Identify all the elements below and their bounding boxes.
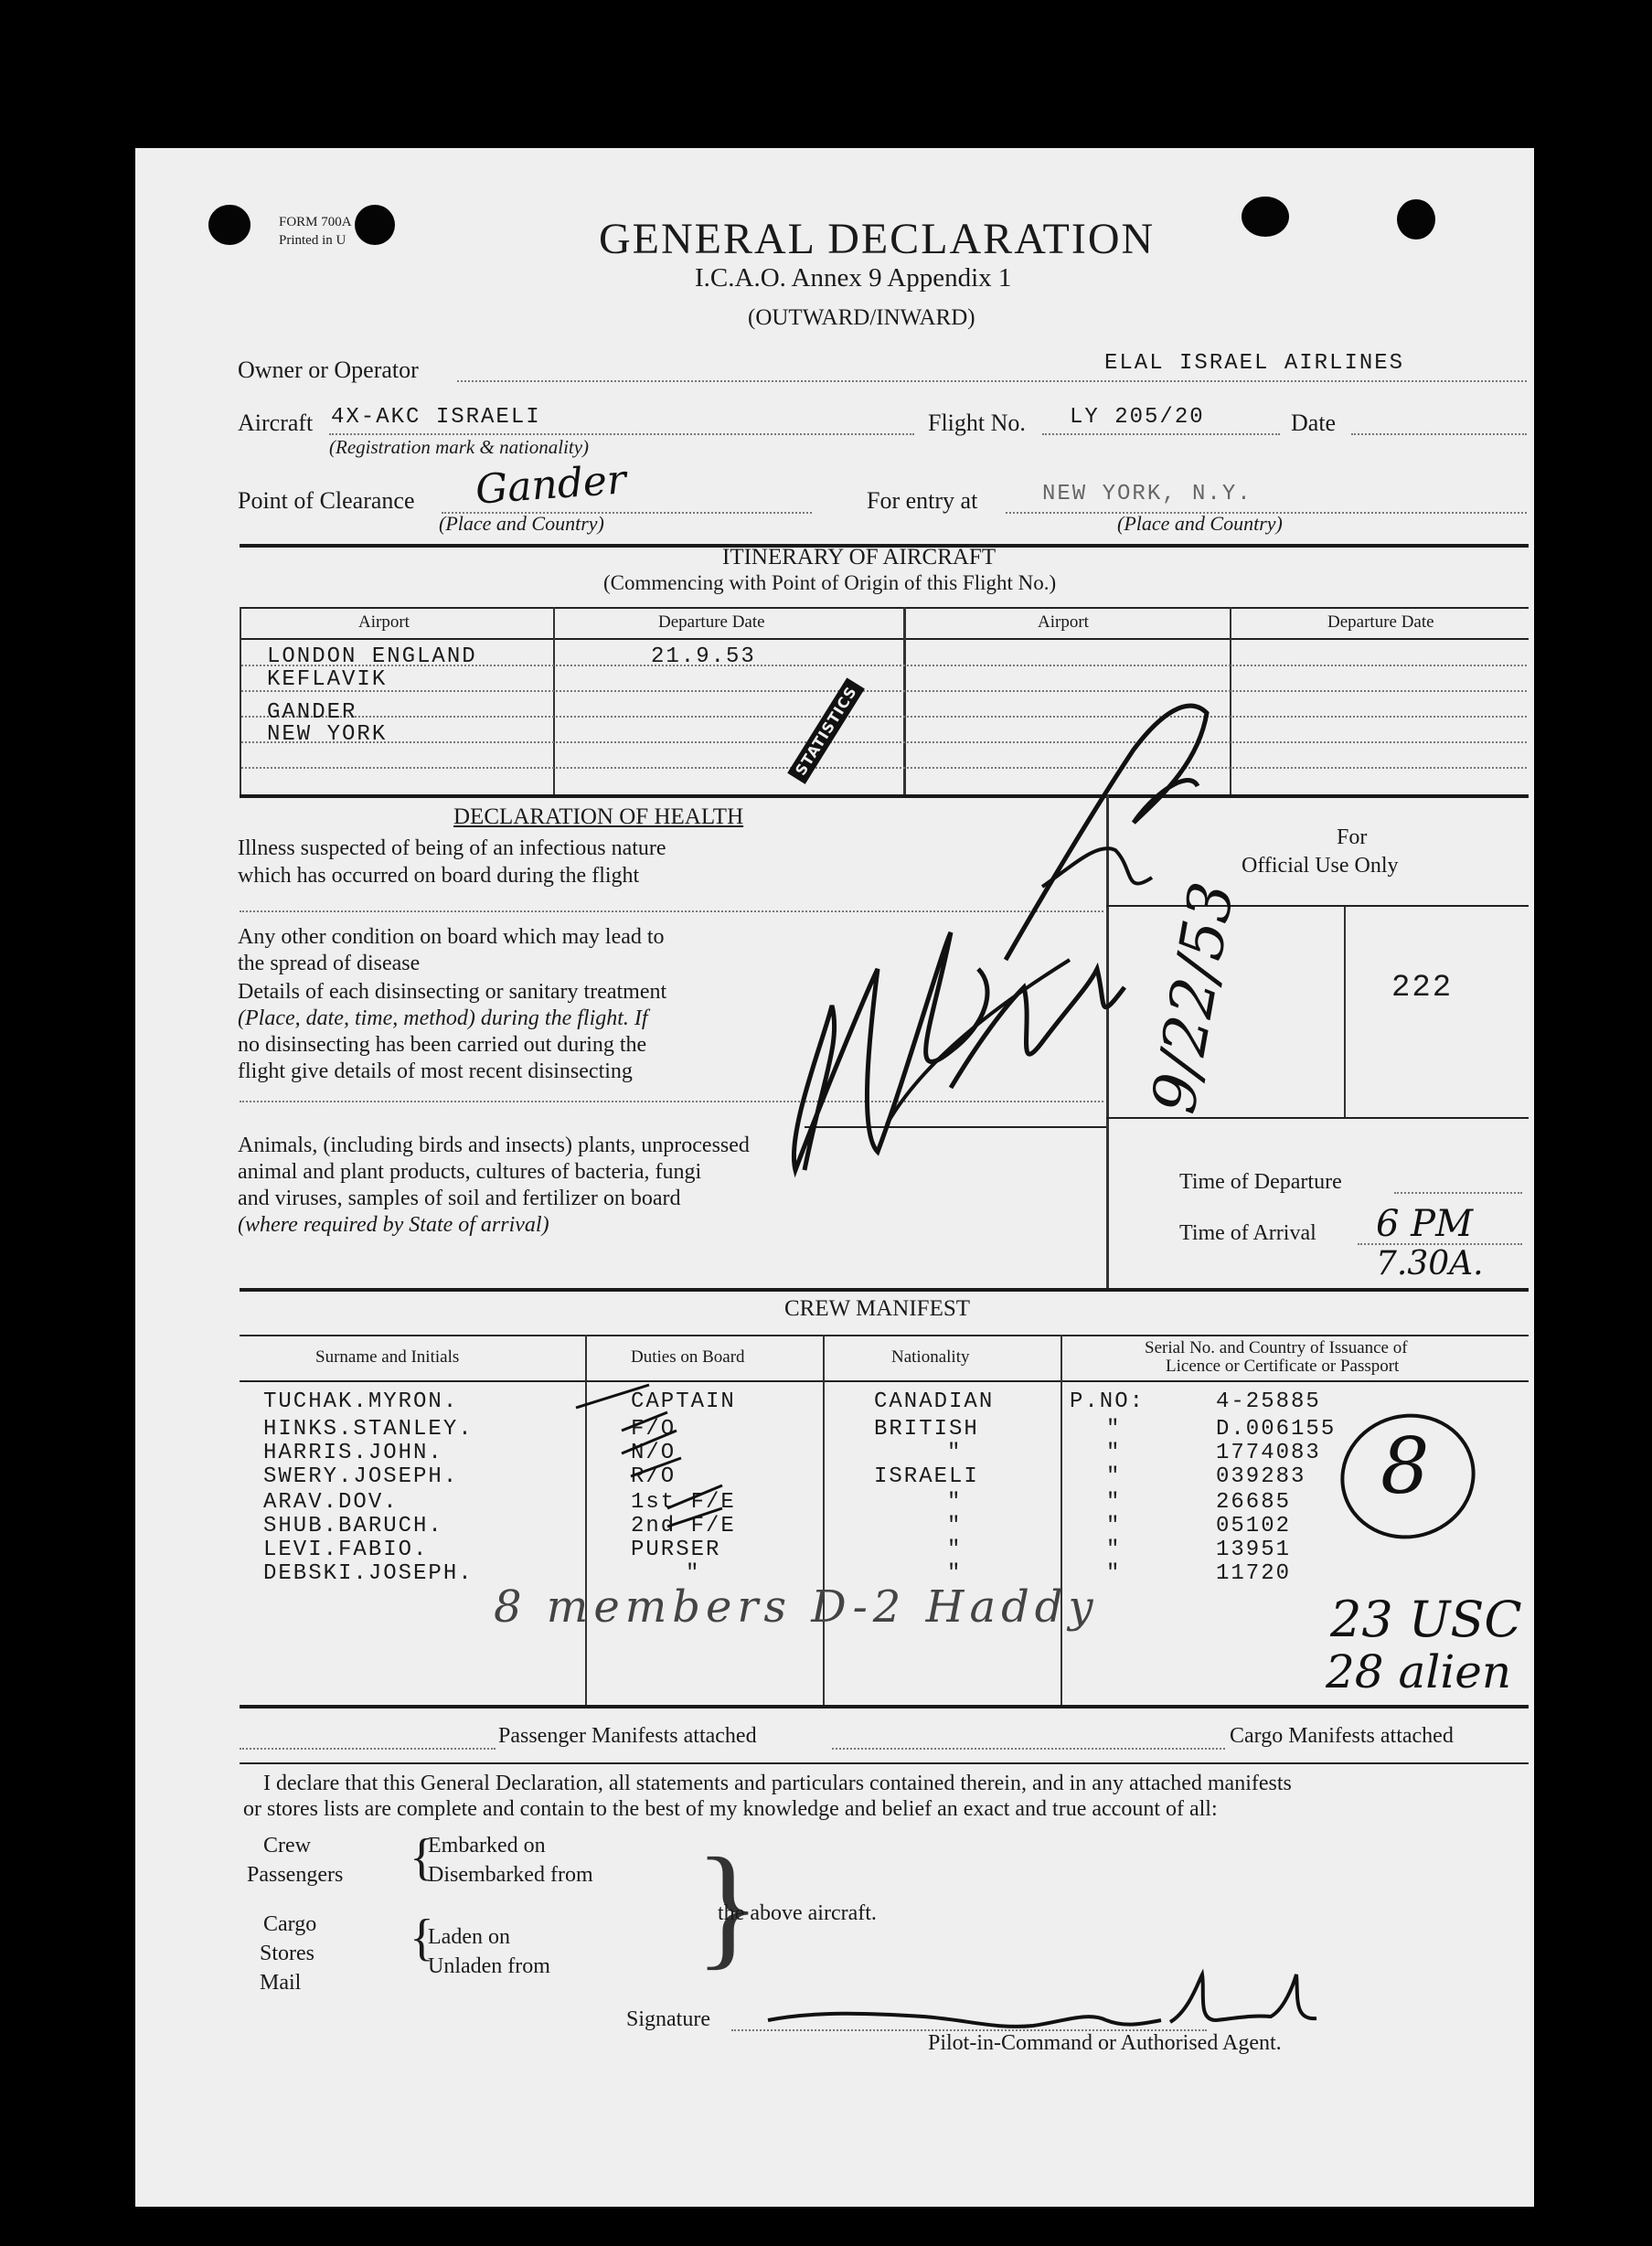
crew-serial-prefix: " [1106, 1417, 1122, 1442]
crew-nationality: " [947, 1441, 963, 1465]
itinerary-airport-1: LONDON ENGLAND [267, 644, 477, 669]
registration-note: (Registration mark & nationality) [329, 436, 590, 458]
crew-col-serial-1: Serial No. and Country of Issuance of [1145, 1338, 1408, 1357]
crew-serial-prefix: " [1106, 1538, 1122, 1562]
itinerary-subtitle: (Commencing with Point of Origin of this Flight No.) [603, 571, 1057, 594]
declaration-embarked: Embarked on [428, 1834, 546, 1857]
itinerary-col-departure-2: Departure Date [1327, 612, 1434, 632]
itinerary-airport-3: GANDER [267, 700, 357, 725]
crew-name: HINKS.STANLEY. [263, 1417, 474, 1442]
crew-serial: 4-25885 [1216, 1389, 1321, 1414]
health-animals-1: Animals, (including birds and insects) plants, unprocessed [238, 1134, 750, 1157]
cargo-manifests: Cargo Manifests attached [1230, 1724, 1454, 1748]
flight-value: LY 205/20 [1070, 405, 1205, 430]
declaration-passengers: Passengers [247, 1863, 344, 1887]
declaration-line-2: or stores lists are complete and contain to the best of my knowledge and belief an exact and true account of all: [243, 1797, 1218, 1821]
crew-duty: PURSER [631, 1538, 721, 1562]
declaration-unladen: Unladen from [428, 1954, 550, 1978]
entry-value: NEW YORK, N.Y. [1042, 482, 1252, 506]
aircraft-label: Aircraft [238, 410, 314, 436]
circled-count: 8 [1380, 1421, 1430, 1511]
form-direction: (OUTWARD/INWARD) [748, 305, 975, 330]
crew-serial: 039283 [1216, 1464, 1306, 1489]
crew-nationality: BRITISH [874, 1417, 979, 1442]
owner-label: Owner or Operator [238, 357, 419, 383]
form-subtitle: I.C.A.O. Annex 9 Appendix 1 [695, 263, 1012, 293]
crew-serial: 05102 [1216, 1514, 1292, 1538]
itinerary-airport-2: KEFLAVIK [267, 667, 388, 692]
clearance-label: Point of Clearance [238, 487, 415, 514]
crew-duty: CAPTAIN [631, 1389, 736, 1414]
crew-col-nationality: Nationality [891, 1347, 970, 1367]
crew-nationality: CANADIAN [874, 1389, 995, 1414]
crew-hand-count-2: 28 alien [1326, 1645, 1512, 1698]
crew-col-duties: Duties on Board [631, 1347, 745, 1367]
itinerary-departure-date: 21.9.53 [651, 644, 756, 669]
crew-serial: 1774083 [1216, 1441, 1321, 1465]
passenger-manifests: Passenger Manifests attached [498, 1724, 757, 1748]
form-number: FORM 700A [279, 215, 352, 229]
entry-label: For entry at [867, 487, 978, 514]
owner-value: ELAL ISRAEL AIRLINES [1104, 351, 1405, 376]
declaration-mail: Mail [260, 1971, 302, 1995]
entry-place-note: (Place and Country) [1117, 512, 1283, 535]
crew-strike-marks [567, 1380, 731, 1545]
crew-name: HARRIS.JOHN. [263, 1441, 443, 1465]
itinerary-title: ITINERARY OF AIRCRAFT [722, 545, 997, 569]
form-title: GENERAL DECLARATION [599, 215, 1156, 263]
declaration-cargo: Cargo [263, 1912, 317, 1936]
aircraft-value: 4X-AKC ISRAELI [331, 405, 541, 430]
crew-col-surname: Surname and Initials [315, 1347, 460, 1367]
crew-duty: 2nd F/E [631, 1514, 736, 1538]
itinerary-col-airport-1: Airport [358, 612, 410, 632]
declaration-line-1: I declare that this General Declaration, all statements and particulars contained therein, and in any attached manifests [263, 1772, 1292, 1795]
brace-right: } [695, 1830, 761, 1982]
crew-serial: 26685 [1216, 1490, 1292, 1515]
crew-nationality: " [947, 1538, 963, 1562]
crew-nationality: " [947, 1514, 963, 1538]
crew-name: DEBSKI.JOSEPH. [263, 1561, 474, 1586]
crew-serial: 11720 [1216, 1561, 1292, 1586]
arrival-note-1: 6 PM [1376, 1203, 1474, 1245]
crew-name: TUCHAK.MYRON. [263, 1389, 459, 1414]
date-label: Date [1291, 410, 1337, 436]
official-handwritten-date: 9/22/53 [1138, 877, 1249, 1119]
clearance-place-note: (Place and Country) [439, 512, 604, 535]
health-title: DECLARATION OF HEALTH [453, 804, 744, 829]
crew-hand-note: 8 members D-2 Haddy [494, 1581, 1099, 1633]
punch-hole-left [208, 205, 250, 245]
official-for: For [1337, 825, 1368, 849]
brace-left-1: { [410, 1829, 434, 1886]
crew-nationality: ISRAELI [874, 1464, 979, 1489]
crew-name: ARAV.DOV. [263, 1490, 399, 1515]
official-label: Official Use Only [1242, 854, 1399, 878]
declaration-disembarked: Disembarked from [428, 1863, 593, 1887]
crew-serial-prefix: " [1106, 1441, 1122, 1465]
health-condition-1: Any other condition on board which may lead to [238, 925, 665, 949]
time-departure-label: Time of Departure [1179, 1170, 1342, 1194]
crew-nationality: " [947, 1490, 963, 1515]
crew-name: SWERY.JOSEPH. [263, 1464, 459, 1489]
brace-left-2: { [410, 1910, 434, 1966]
itinerary-airport-4: NEW YORK [267, 722, 388, 747]
official-number: 222 [1391, 971, 1454, 1006]
health-disinsect-2: (Place, date, time, method) during the flight. If [238, 1006, 648, 1030]
crew-name: LEVI.FABIO. [263, 1538, 429, 1562]
pilot-label: Pilot-in-Command or Authorised Agent. [928, 2031, 1282, 2055]
itinerary-col-departure-1: Departure Date [658, 612, 765, 632]
crew-col-serial-2: Licence or Certificate or Passport [1166, 1357, 1400, 1376]
crew-duty: " [686, 1561, 701, 1586]
declaration-crew: Crew [263, 1834, 311, 1857]
crew-serial-prefix: P.NO: [1070, 1389, 1146, 1414]
official-signature-scrawl [768, 658, 1335, 1225]
punch-hole-center-right [1242, 197, 1289, 237]
crew-serial: 13951 [1216, 1538, 1292, 1562]
declaration-above: the above aircraft. [718, 1901, 877, 1925]
crew-name: SHUB.BARUCH. [263, 1514, 443, 1538]
clearance-value: Gander [474, 456, 628, 514]
arrival-note-2: 7.30A. [1376, 1245, 1484, 1283]
crew-serial: D.006155 [1216, 1417, 1337, 1442]
declaration-stores: Stores [260, 1942, 314, 1965]
health-illness-2: which has occurred on board during the flight [238, 864, 640, 888]
statistics-stamp: STATISTICS [787, 677, 865, 784]
itinerary-col-airport-2: Airport [1038, 612, 1089, 632]
crew-duty: R/O [631, 1464, 677, 1489]
crew-hand-count-1: 23 USC [1330, 1591, 1522, 1648]
health-illness-1: Illness suspected of being of an infectious nature [238, 836, 666, 860]
punch-hole-right [1397, 199, 1435, 240]
crew-serial-prefix: " [1106, 1464, 1122, 1489]
punch-hole-center-left [355, 205, 395, 245]
time-arrival-label: Time of Arrival [1179, 1221, 1316, 1245]
health-disinsect-3: no disinsecting has been carried out during the [238, 1033, 647, 1057]
crew-duty: N/O [631, 1441, 677, 1465]
crew-nationality: " [947, 1561, 963, 1586]
crew-serial-prefix: " [1106, 1561, 1122, 1586]
crew-duty: F/O [631, 1417, 677, 1442]
crew-serial-prefix: " [1106, 1490, 1122, 1515]
form-printed: Printed in U [279, 233, 346, 248]
crew-title: CREW MANIFEST [784, 1296, 971, 1321]
health-animals-2: animal and plant products, cultures of bacteria, fungi [238, 1160, 702, 1184]
health-condition-2: the spread of disease [238, 952, 421, 975]
health-disinsect-1: Details of each disinsecting or sanitary treatment [238, 980, 667, 1004]
health-animals-3: and viruses, samples of soil and fertilizer on board [238, 1187, 681, 1210]
health-animals-4: (where required by State of arrival) [238, 1213, 549, 1237]
signature-label: Signature [626, 2007, 710, 2031]
declaration-laden: Laden on [428, 1925, 510, 1949]
crew-duty: 1st F/E [631, 1490, 736, 1515]
flight-label: Flight No. [928, 410, 1026, 436]
crew-serial-prefix: " [1106, 1514, 1122, 1538]
health-disinsect-4: flight give details of most recent disinsecting [238, 1059, 633, 1083]
